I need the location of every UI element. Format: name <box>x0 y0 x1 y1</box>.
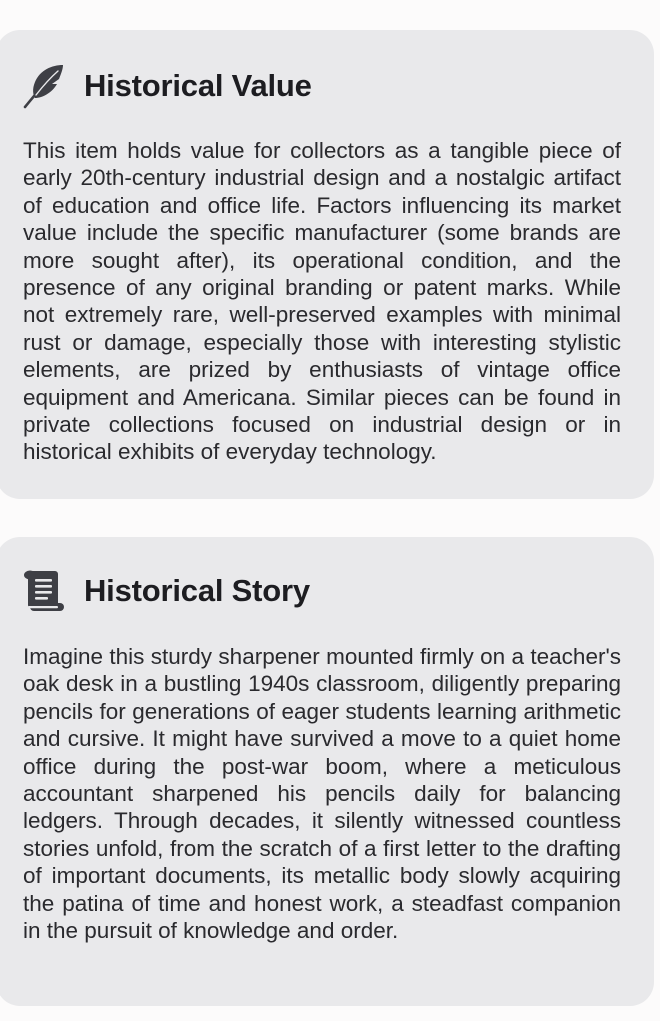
scroll-icon <box>22 567 66 615</box>
section-body: This item holds value for collectors as a tangible piece of early 20th-century industrial design and a nostalgic artifact of education and office life. Factors influencing its market value include the specific manufacturer (some brands are more sought after), its operational condition, and the presence of any original branding or patent marks. While not extremely rare, well-preserved examples with minimal rust or damage, especially those with interesting stylistic elements, are prized by enthusiasts of vintage office equipment and Americana. Similar pieces can be found in private collections focused on industrial design or in historical exhibits of everyday technology. <box>23 138 621 465</box>
historical-story-card <box>0 537 654 1006</box>
historical-value-card <box>0 30 654 499</box>
feather-icon <box>22 62 66 110</box>
card-header <box>22 62 312 110</box>
section-body: Imagine this sturdy sharpener mounted firmly on a teacher's oak desk in a bustling 1940s classroom, diligently preparing pencils for generations of eager students learning arithmetic and cursive. It might have survived a move to a quiet home office during the post-war boom, where a meticulous accountant sharpened his pencils daily for balancing ledgers. Through decades, it silently witnessed countless stories unfold, from the scratch of a first letter to the drafting of important documents, its metallic body slowly acquiring the patina of time and honest work, a steadfast companion in the pursuit of knowledge and order. <box>23 644 621 944</box>
section-title: Historical Story <box>84 573 310 608</box>
card-header <box>22 567 310 615</box>
section-title: Historical Value <box>84 68 312 103</box>
